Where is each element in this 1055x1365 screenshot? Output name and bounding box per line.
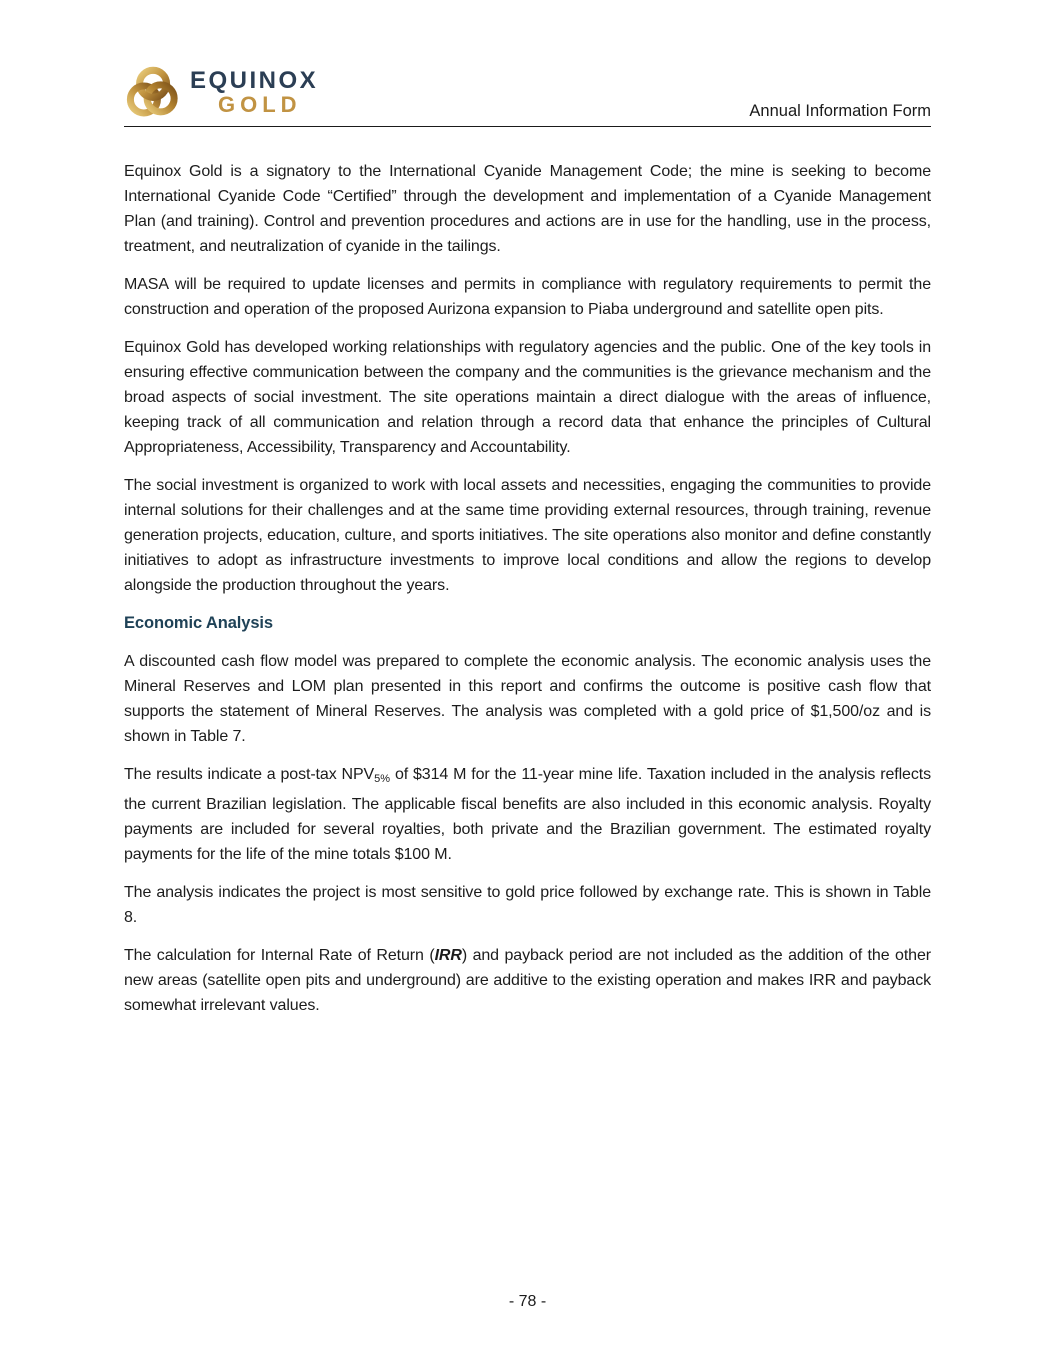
logo-wordmark bbox=[190, 66, 318, 116]
paragraph-cyanide-code: Equinox Gold is a signatory to the International Cyanide Management Code; the mine is seeking to become International Cyanide Code “Certified” through the development and implementation of a Cyanide Management Plan (and training). Control and prevention procedures and actions are in use for the handling, use in the process, treatment, and neutralization of cyanide in the tailings. bbox=[124, 163, 931, 255]
irr-text-before: The calculation for Internal Rate of Return ( bbox=[124, 947, 435, 964]
logo-text-equinox: EQUINOX bbox=[190, 67, 319, 94]
npv-text-before: The results indicate a post-tax NPV bbox=[124, 766, 375, 783]
paragraph-sensitivity: The analysis indicates the project is most sensitive to gold price followed by exchange rate. This is shown in Table 8. bbox=[124, 884, 931, 926]
irr-text-after: ) and payback period are not included as the addition of the other new areas (satellite open pits and underground) are additive to the existing operation and makes IRR and payback somewhat irrelevant values. bbox=[124, 947, 931, 1014]
npv-text-after: of $314 M for the 11-year mine life. Taxation included in the analysis reflects the current Brazilian legislation. The applicable fiscal benefits are also included in this economic analysis. Royalty payments are included for several royalties, both private and the Brazilian government. The estimated royalty payments for the life of the mine totals $100 M. bbox=[124, 766, 931, 863]
document-body bbox=[124, 159, 931, 1018]
equinox-gold-logo bbox=[124, 66, 318, 120]
logo-text-gold: GOLD bbox=[218, 92, 302, 117]
paragraph-dcf-model: A discounted cash flow model was prepared to complete the economic analysis. The economic analysis uses the Mineral Reserves and LOM plan presented in this report and confirms the outcome is positive cash flow that supports the statement of Mineral Reserves. The analysis was completed with a gold price of $1,500/oz and is shown in Table 7. bbox=[124, 653, 931, 745]
npv-subscript: 5% bbox=[374, 773, 391, 785]
irr-abbreviation: IRR bbox=[434, 947, 462, 964]
paragraph-regulatory-relationships: Equinox Gold has developed working relationships with regulatory agencies and the public. One of the key tools in ensuring effective communication between the company and the communities is the grievance mechanism and the broad aspects of social investment. The site operations maintain a direct dialogue with the areas of influence, keeping track of all communication and relation through a record data that enhance the principles of Cultural Appropriateness, Accessibility, Transparency and Accountability. bbox=[124, 339, 931, 456]
equinox-rings-icon bbox=[124, 66, 180, 120]
paragraph-irr bbox=[124, 943, 931, 1018]
section-heading-economic-analysis: Economic Analysis bbox=[124, 614, 273, 632]
paragraph-masa-licenses: MASA will be required to update licenses and permits in compliance with regulatory requirements to permit the construction and operation of the proposed Aurizona expansion to Piaba underground and satellite open pits. bbox=[124, 276, 931, 318]
paragraph-npv-results bbox=[124, 762, 931, 867]
paragraph-social-investment: The social investment is organized to work with local assets and necessities, engaging the communities to provide internal solutions for their challenges and at the same time providing external resources, through training, revenue generation projects, education, culture, and sports initiatives. The site operations also monitor and define constantly initiatives to adopt as infrastructure investments to improve local conditions and allow the regions to develop alongside the production throughout the years. bbox=[124, 477, 931, 594]
header-title: Annual Information Form bbox=[749, 102, 931, 120]
page-header bbox=[124, 0, 931, 127]
page-number: - 78 - bbox=[508, 1293, 547, 1310]
